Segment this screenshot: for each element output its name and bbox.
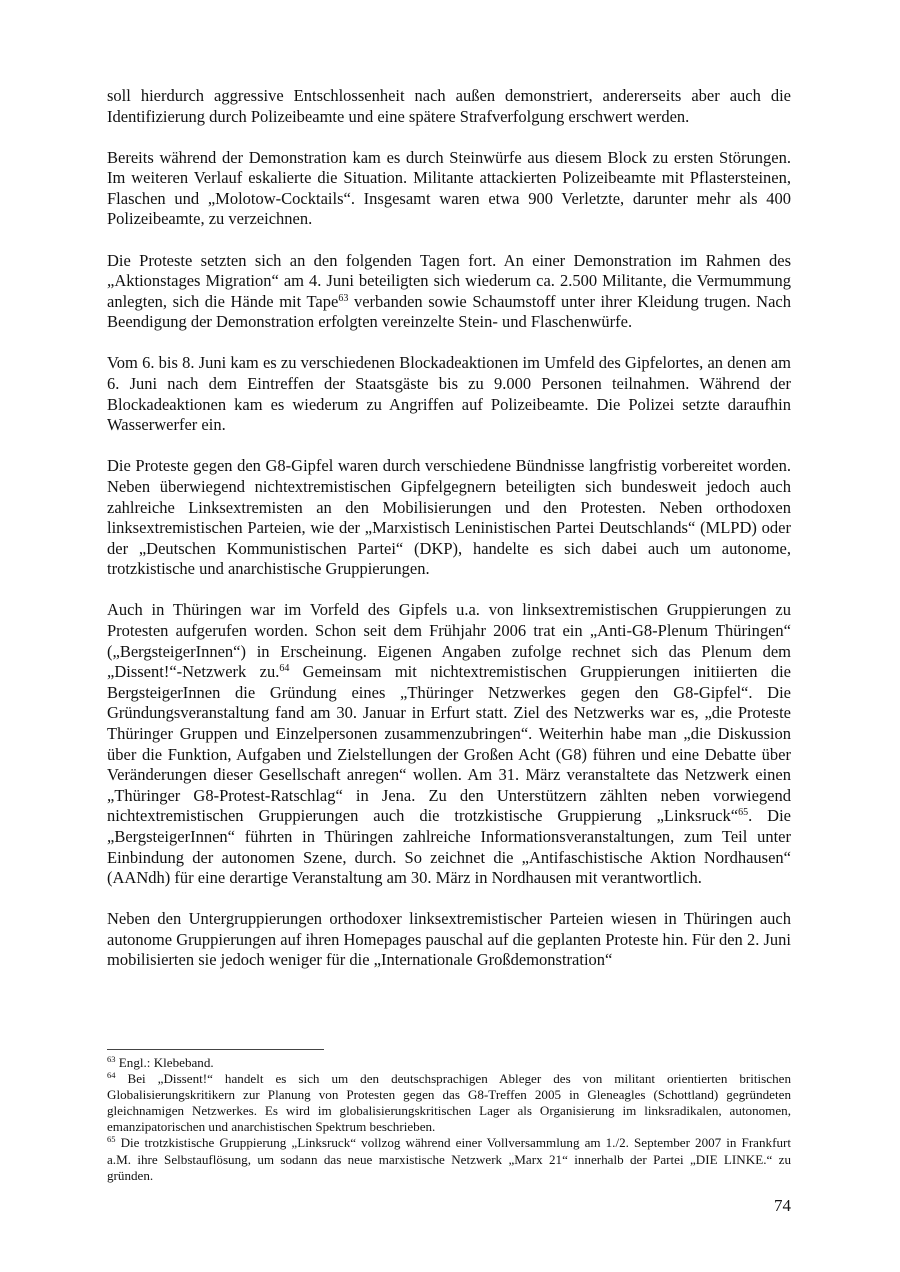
- paragraph-text: Neben den Untergruppierungen orthodoxer linksextremistischer Parteien wiesen in Thüringen auch autonome Gruppierungen auf ihren Homepages pauschal auf die geplanten Proteste hin. Für den 2. Juni mobilisierten sie jedoch weniger für die „Internationale Großdemonstration“: [107, 909, 791, 970]
- footnote-text: Bei „Dissent!“ handelt es sich um den deutschsprachigen Ableger des von militant orientierten britischen Globalisierungskritikern zur Planung von Protesten gegen das G8-Treffen 2005 in Gleneagles (Schottland) gegründeten gleichnamigen Netzwerkes. Es wird im globalisierungskritischen Lager als Organisierung im linksradikalen, autonomen, emanzipatorischen und anarchistischen Spektrum beschrieben.: [107, 1071, 791, 1135]
- footnotes-section: [107, 1049, 791, 1184]
- footnote-reference: 63: [338, 292, 349, 304]
- paragraph: [107, 909, 791, 971]
- paragraph: [107, 456, 791, 580]
- body-text: [107, 86, 791, 971]
- paragraph: [107, 86, 791, 127]
- paragraph-text: Gemeinsam mit nichtextremistischen Gruppierungen initiierten die BergsteigerInnen die Gründung eines „Thüringer Netzwerkes gegen den G8-Gipfel“. Die Gründungsveranstaltung fand am 30. Januar in Erfurt statt. Ziel des Netzwerks war es, „die Proteste Thüringer Gruppen und Einzelpersonen zusammenzubringen“. Weiterhin habe man „die Diskussion über die Funktion, Aufgaben und Zielstellungen der Großen Acht (G8) führen und eine Debatte über Veränderungen dieser Gesellschaft anregen“ wollen. Am 31. März veranstaltete das Netzwerk einen „Thüringer G8-Protest-Ratschlag“ in Jena. Zu den Unterstützern zählten neben vorwiegend nichtextremistischen Gruppierungen auch die trotzkistische Gruppierung „Linksruck“: [107, 662, 791, 826]
- footnote: [107, 1135, 791, 1183]
- paragraph: [107, 251, 791, 333]
- footnote-number: 64: [107, 1070, 116, 1081]
- footnote-reference: 65: [738, 807, 749, 819]
- paragraph: [107, 600, 791, 888]
- paragraph-text: Vom 6. bis 8. Juni kam es zu verschiedenen Blockadeaktionen im Umfeld des Gipfelortes, an denen am 6. Juni nach dem Eintreffen der Staatsgäste bis zu 9.000 Personen teilnahmen. Während der Blockadeaktionen kam es wiederum zu Angriffen auf Polizeibeamte. Die Polizei setzte daraufhin Wasserwerfer ein.: [107, 353, 791, 435]
- footnote-number: 65: [107, 1134, 116, 1145]
- paragraph: [107, 353, 791, 435]
- footnote-number: 63: [107, 1054, 116, 1064]
- paragraph-text: . Die „BergsteigerInnen“ führten in Thüringen zahlreiche Informationsveranstaltungen, zum Teil unter Einbindung der autonomen Szene, durch. So zeichnet die „Antifaschistische Aktion Nordhausen“ (AANdh) für eine derartige Veranstaltung am 30. März in Nordhausen mit verantwortlich.: [107, 806, 791, 888]
- page-number: 74: [774, 1196, 791, 1215]
- paragraph-text: Auch in Thüringen war im Vorfeld des Gipfels u.a. von linksextremistischen Gruppierungen zu Protesten aufgerufen worden. Schon seit dem Frühjahr 2006 trat ein „Anti-G8-Plenum Thüringen“ („BergsteigerInnen“) in Erscheinung. Eigenen Angaben zufolge rechnet sich das Plenum dem „Dissent!“-Netzwerk zu.: [107, 600, 791, 682]
- paragraph-text: verbanden sowie Schaumstoff unter ihrer Kleidung trugen. Nach Beendigung der Demonstration erfolgten vereinzelte Stein- und Flaschenwürfe.: [107, 291, 791, 332]
- paragraph-text: Die Proteste gegen den G8-Gipfel waren durch verschiedene Bündnisse langfristig vorbereitet worden. Neben überwiegend nichtextremistischen Gipfelgegnern beteiligten sich bundesweit jedoch auch zahlreiche Linksextremisten an den Mobilisierungen und den Protesten. Neben orthodoxen linksextremistischen Parteien, wie der „Marxistisch Leninistischen Partei Deutschlands“ (MLPD) oder der „Deutschen Kommunistischen Partei“ (DKP), handelte es sich dabei auch um autonome, trotzkistische und anarchistische Gruppierungen.: [107, 456, 791, 579]
- footnote-text: Die trotzkistische Gruppierung „Linksruck“ vollzog während einer Vollversammlung am 1./2. September 2007 in Frankfurt a.M. ihre Selbstauflösung, um sodann das neue marxistische Netzwerk „Marx 21“ innerhalb der Partei „DIE LINKE.“ zu gründen.: [107, 1135, 791, 1183]
- footnote-reference: 64: [279, 663, 290, 675]
- footnote-text: Engl.: Klebeband.: [115, 1055, 214, 1070]
- footnote-separator: [107, 1049, 324, 1050]
- footnote: [107, 1071, 791, 1135]
- document-page: [107, 86, 791, 991]
- footnote-list: [107, 1055, 791, 1184]
- paragraph-text: Bereits während der Demonstration kam es durch Steinwürfe aus diesem Block zu ersten Störungen. Im weiteren Verlauf eskalierte die Situation. Militante attackierten Polizeibeamte mit Pflastersteinen, Flaschen und „Molotow-Cocktails“. Insgesamt waren etwa 900 Verletzte, darunter mehr als 400 Polizeibeamte, zu verzeichnen.: [107, 147, 791, 229]
- footnote: [107, 1055, 791, 1071]
- paragraph-text: Die Proteste setzten sich an den folgenden Tagen fort. An einer Demonstration im Rahmen des „Aktionstages Migration“ am 4. Juni beteiligten sich wiederum ca. 2.500 Militante, die Vermummung anlegten, sich die Hände mit Tape: [107, 250, 791, 311]
- paragraph: [107, 148, 791, 230]
- paragraph-text: soll hierdurch aggressive Entschlossenheit nach außen demonstriert, andererseits aber auch die Identifizierung durch Polizeibeamte und eine spätere Strafverfolgung erschwert werden.: [107, 86, 791, 126]
